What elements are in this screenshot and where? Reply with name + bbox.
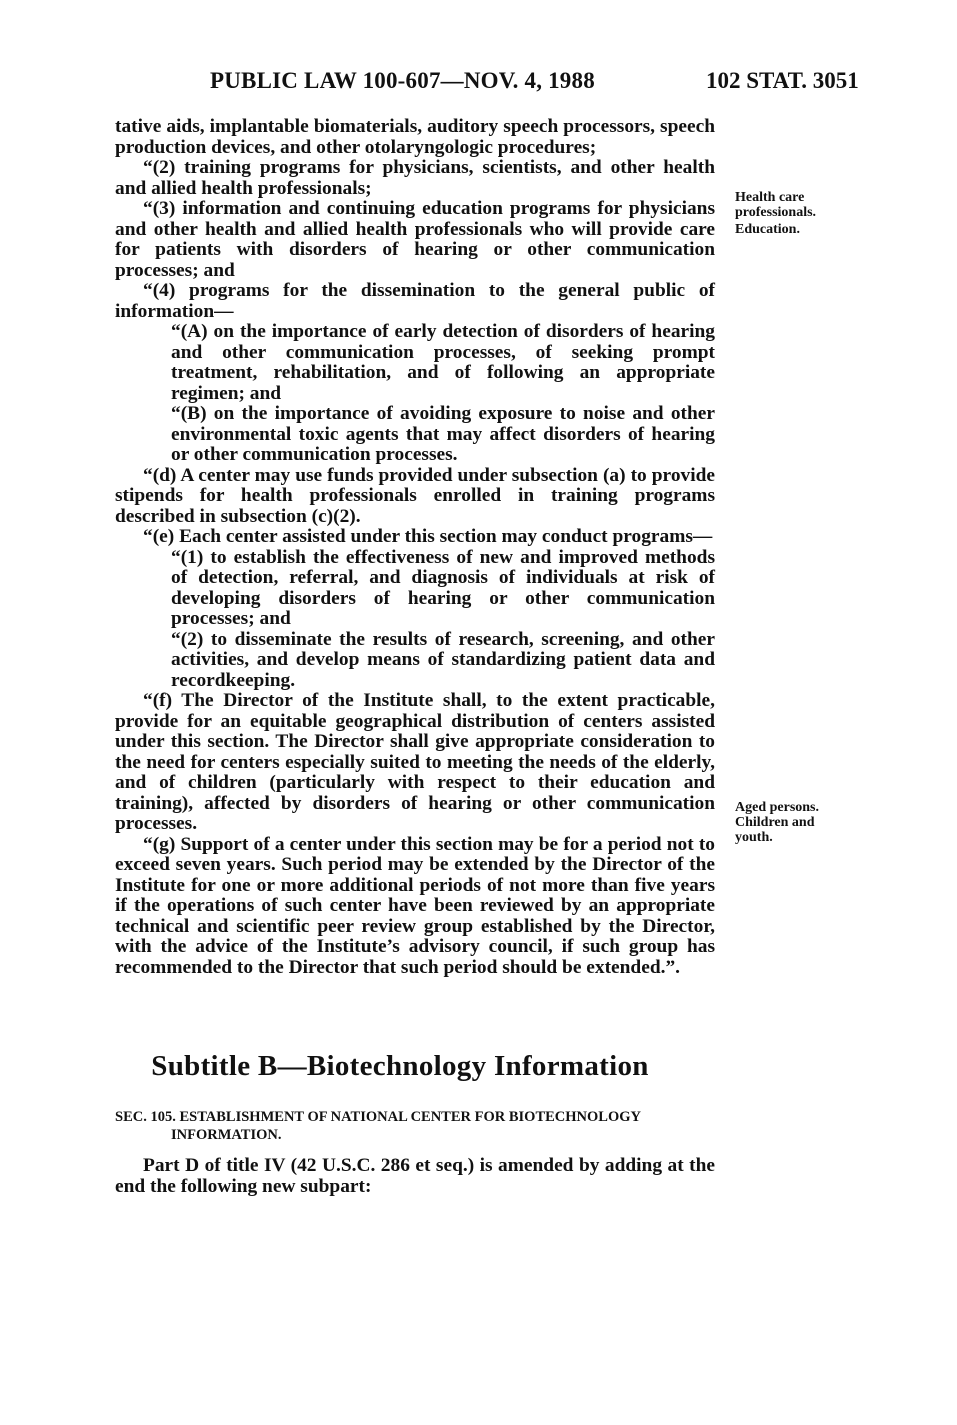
paragraph-c4-b: “(B) on the importance of avoiding exposure to noise and other environmental toxic agents that may affect disorders of hearing or other communication processes. [171, 403, 715, 465]
amendment-intro: Part D of title IV (42 U.S.C. 286 et seq.) is amended by adding at the end the following new subpart: [115, 1155, 715, 1197]
running-header-title: PUBLIC LAW 100-607—NOV. 4, 1988 [210, 68, 595, 93]
subtitle-heading: Subtitle B—Biotechnology Information [151, 1050, 649, 1082]
margin-note-aged-children [735, 800, 819, 845]
subsection-e: “(e) Each center assisted under this section may conduct programs— [143, 526, 713, 547]
section-heading-line2: INFORMATION. [171, 1127, 282, 1143]
paragraph-c4-a: “(A) on the importance of early detection of disorders of hearing and other communication processes, of seeking prompt treatment, rehabilitation, and of following an appropriate regimen; and [171, 321, 715, 404]
paragraph-c2: “(2) training programs for physicians, scientists, and other health and allied health professionals; [115, 157, 715, 199]
margin-note-line: Health care [735, 190, 805, 205]
margin-note-line: Education. [735, 222, 800, 237]
subsection-g: “(g) Support of a center under this section may be for a period not to exceed seven years. Such period may be extended by the Director of the Institute for one or more additional periods of not more than five years if the operations of such center have been reviewed by an appropriate technical and scientific peer review group established by the Director, with the advice of the Institute’s advisory council, if such group has recommended to the Director that such period should be extended.”. [115, 833, 715, 978]
paragraph-continuation: tative aids, implantable biomaterials, auditory speech processors, speech production devices, and other otolaryngologic procedures; [115, 116, 715, 158]
margin-note-health-education [735, 190, 816, 237]
margin-note-line: professionals. [735, 205, 817, 220]
paragraph-e1: “(1) to establish the effectiveness of new and improved methods of detection, referral, and diagnosis of individuals at risk of developing disorders of hearing or other communication processes; and [171, 546, 715, 629]
subsection-f: “(f) The Director of the Institute shall, to the extent practicable, provide for an equitable geographical distribution of centers assisted under this section. The Director shall give appropriate consideration to the need for centers especially suited to meeting the needs of the elderly, and of children (particularly with respect to their education and training), affected by disorders of hearing or other communication processes. [115, 690, 715, 834]
section-heading-line1: SEC. 105. ESTABLISHMENT OF NATIONAL CENTER FOR BIOTECHNOLOGY [115, 1109, 641, 1125]
margin-note-line: youth. [735, 830, 773, 845]
statute-body [115, 117, 715, 978]
paragraph-e2: “(2) to disseminate the results of research, screening, and other activities, and develop means of standardizing patient data and recordkeeping. [171, 628, 715, 691]
paragraph-c3: “(3) information and continuing education programs for physicians and other health and allied health professionals who will provide care for patients with disorders of hearing or other communication processes; and [115, 198, 715, 281]
margin-note-line: Aged persons. [735, 800, 820, 815]
margin-note-line: Children and [735, 815, 815, 830]
paragraph-c4: “(4) programs for the dissemination to the general public of information— [115, 280, 715, 322]
page-stat-citation: 102 STAT. 3051 [706, 68, 859, 93]
section-heading [115, 1108, 715, 1144]
subsection-d: “(d) A center may use funds provided under subsection (a) to provide stipends for health professionals enrolled in training programs described in subsection (c)(2). [115, 464, 715, 527]
